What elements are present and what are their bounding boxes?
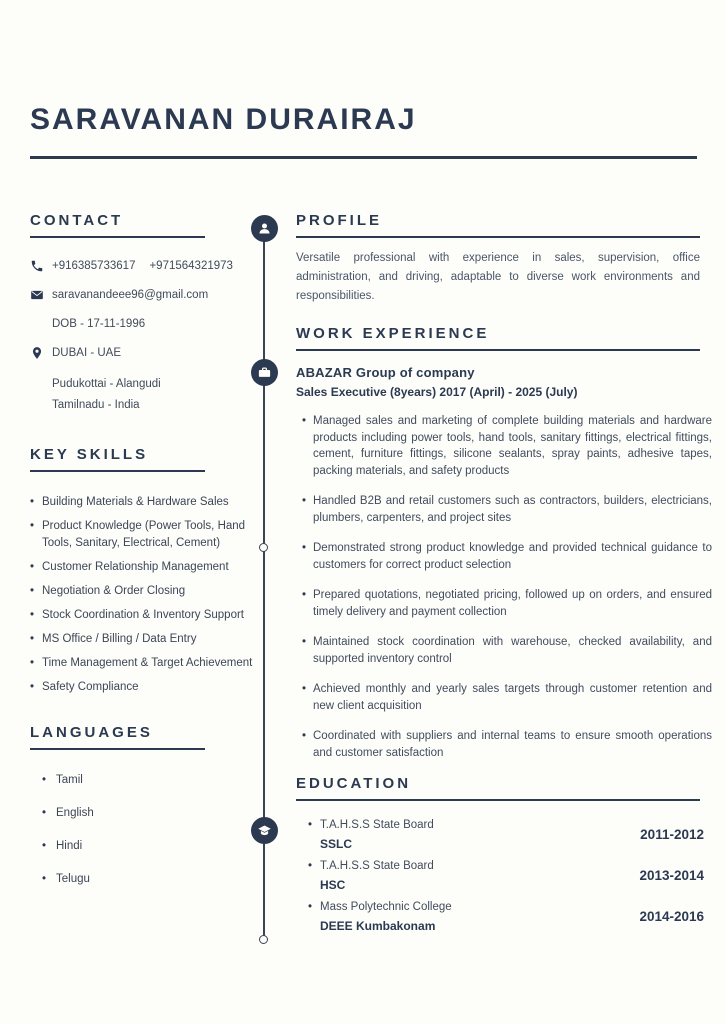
skill-item: • MS Office / Billing / Data Entry: [30, 631, 262, 648]
contact-section: [30, 212, 262, 416]
job-title: Sales Executive (8years) 2017 (April) - 2025 (July): [296, 385, 578, 399]
graduation-cap-icon: [251, 817, 278, 844]
key-skills-heading: KEY SKILLS: [30, 446, 149, 463]
phone-numbers: [52, 258, 233, 274]
experience-bullet: • Prepared quotations, negotiated pricing, followed up on orders, and ensured timely delivery and payment collection: [296, 587, 712, 620]
experience-bullet: • Demonstrated strong product knowledge and provided technical guidance to customers for correct product selection: [296, 540, 712, 573]
profile-heading: PROFILE: [296, 212, 383, 229]
languages-divider: [30, 748, 205, 750]
contact-divider: [30, 236, 205, 238]
skill-item: • Stock Coordination & Inventory Support: [30, 607, 262, 624]
skill-item: • Negotiation & Order Closing: [30, 583, 262, 600]
phone-number-2: +971564321973: [149, 260, 233, 272]
education-school: • T.A.H.S.S State Board: [320, 858, 434, 874]
language-item: • English: [42, 805, 262, 821]
experience-bullet: • Managed sales and marketing of complete building materials and hardware products including power tools, hand tools, sanitary fittings, electrical fittings, cement, furniture fittings, silicone sealants, spray paints, adhesive tapes, packing materials, and safety products: [296, 413, 712, 479]
map-pin-icon: [30, 346, 44, 360]
address-line-1: Pudukottai - Alangudi: [52, 378, 161, 390]
experience-bullet: • Handled B2B and retail customers such as contractors, builders, electricians, plumbers, carpenters, and project sites: [296, 493, 712, 526]
education-degree: DEEE Kumbakonam: [320, 919, 436, 933]
address-block: [30, 374, 262, 416]
languages-section: [30, 724, 262, 887]
education-item: [296, 899, 712, 933]
education-degree: HSC: [320, 878, 346, 892]
title-divider: [30, 156, 697, 159]
phone-row: [30, 258, 262, 274]
skill-item: • Time Management & Target Achievement: [30, 655, 262, 672]
education-school: • T.A.H.S.S State Board: [320, 817, 434, 833]
envelope-icon: [30, 288, 44, 302]
phone-icon: [30, 259, 44, 273]
education-school: • Mass Polytechnic College: [320, 899, 452, 915]
email-row: [30, 287, 262, 303]
education-detail: [296, 858, 434, 892]
timeline-dot: [259, 935, 268, 944]
profile-text: Versatile professional with experience in sales, supervision, office administration, and driving, adaptable to diverse work environments and responsibilities.: [296, 252, 700, 302]
skill-item: • Safety Compliance: [30, 679, 262, 696]
education-years: 2014-2016: [639, 908, 704, 924]
dob-value: DOB - 17-11-1996: [52, 318, 146, 330]
education-item: [296, 858, 712, 892]
left-column: [30, 212, 262, 904]
page-title: SARAVANAN DURAIRAJ: [30, 103, 417, 136]
experience-bullet: • Maintained stock coordination with warehouse, checked availability, and supported inventory control: [296, 634, 712, 667]
education-years: 2013-2014: [639, 867, 704, 883]
education-heading: EDUCATION: [296, 775, 412, 792]
skill-list: [30, 494, 262, 696]
education-degree: SSLC: [320, 837, 353, 851]
contact-rows: [30, 258, 262, 416]
location-value: DUBAI - UAE: [52, 347, 122, 359]
profile-divider: [296, 236, 700, 238]
skill-item: • Product Knowledge (Power Tools, Hand Tools, Sanitary, Electrical, Cement): [30, 518, 262, 552]
education-item: [296, 817, 712, 851]
education-years: 2011-2012: [640, 826, 704, 842]
phone-number-1: +916385733617: [52, 260, 136, 272]
experience-bullet: • Achieved monthly and yearly sales targets through customer retention and new client acquisition: [296, 681, 712, 714]
email-value: saravanandeee96@gmail.com: [52, 289, 209, 301]
education-divider: [296, 799, 700, 801]
briefcase-icon: [251, 359, 278, 386]
language-item: • Hindi: [42, 838, 262, 854]
experience-bullet: • Coordinated with suppliers and internal teams to ensure smooth operations and customer satisfaction: [296, 728, 712, 761]
company-name: ABAZAR Group of company: [296, 365, 475, 380]
work-experience-heading: WORK EXPERIENCE: [296, 325, 490, 342]
address-line-2: Tamilnadu - India: [52, 399, 140, 411]
education-detail: [296, 817, 434, 851]
right-column: [296, 212, 712, 940]
education-detail: [296, 899, 452, 933]
skill-item: • Customer Relationship Management: [30, 559, 262, 576]
education-section: [296, 775, 712, 933]
timeline-dot: [259, 543, 268, 552]
profile-section: [296, 212, 712, 306]
languages-heading: LANGUAGES: [30, 724, 153, 741]
dob-row: [30, 316, 262, 332]
education-list: [296, 817, 712, 933]
person-icon: [251, 215, 278, 242]
language-item: • Tamil: [42, 772, 262, 788]
skill-item: • Building Materials & Hardware Sales: [30, 494, 262, 511]
work-experience-divider: [296, 349, 700, 351]
key-skills-divider: [30, 470, 205, 472]
location-row: [30, 345, 262, 361]
experience-bullet-list: [296, 413, 712, 761]
language-list: [30, 772, 262, 887]
work-experience-section: [296, 325, 712, 761]
key-skills-section: [30, 446, 262, 696]
contact-heading: CONTACT: [30, 212, 124, 229]
language-item: • Telugu: [42, 871, 262, 887]
